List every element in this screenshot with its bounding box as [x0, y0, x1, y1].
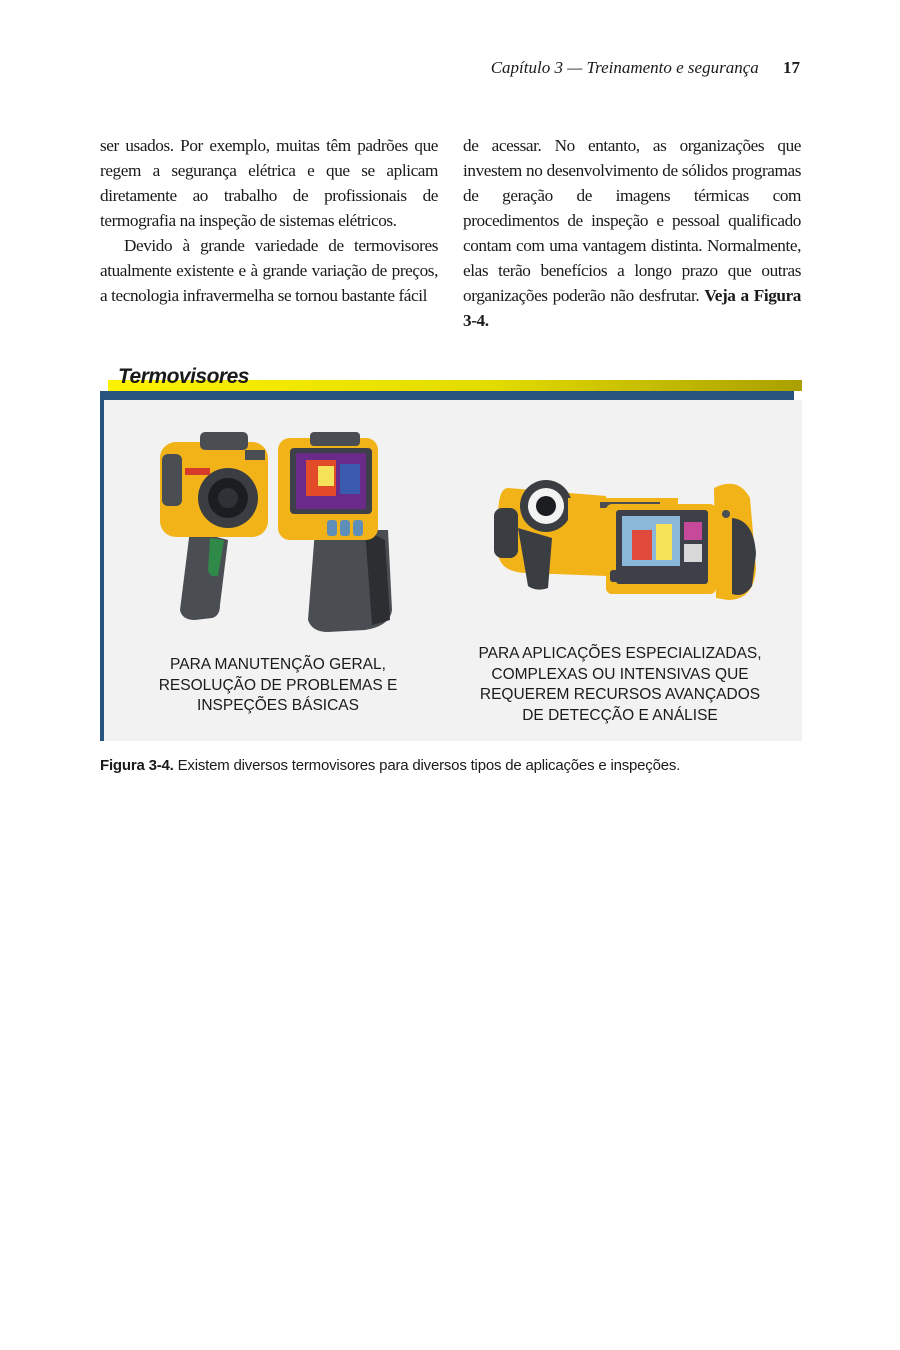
chapter-title: Capítulo 3 — Treinamento e segurança — [490, 58, 759, 77]
professional-thermal-camera-illustration — [488, 458, 768, 613]
figure-label-specialized-line-4: DE DETECÇÃO E ANÁLISE — [522, 706, 718, 724]
figure-caption — [100, 757, 680, 774]
figure-label-general — [128, 655, 428, 717]
body-column-right — [463, 133, 801, 333]
figure-reference: Veja a Figura 3-4. — [463, 286, 801, 330]
figure-title: Termovisores — [118, 365, 249, 388]
handheld-thermal-imager-illustration — [150, 420, 400, 640]
handheld-imager-screen — [278, 432, 392, 632]
figure-frame-top — [100, 391, 794, 400]
body-column-left — [100, 133, 438, 308]
paragraph-3 — [463, 133, 801, 333]
figure-label-specialized-line-2: COMPLEXAS OU INTENSIVAS QUE — [491, 665, 749, 683]
figure-caption-text: Existem diversos termovisores para diversos tipos de aplicações e inspeções. — [177, 757, 681, 774]
paragraph-3-text: de acessar. No entanto, as organizações que investem no desenvolvimento de sólidos programas de geração de imagens térmicas com procedimentos de inspeção e pessoal qualificado contam com uma vantagem distinta. Normalmente, elas terão benefícios a longo prazo que outras organizações poderão não desfrutar. — [463, 136, 801, 305]
handheld-imager-front — [160, 432, 268, 620]
figure-label-general-line-3: INSPEÇÕES BÁSICAS — [197, 697, 359, 714]
figure-label-specialized — [460, 644, 780, 726]
paragraph-1: ser usados. Por exemplo, muitas têm padrões que regem a segurança elétrica e que se aplicam diretamente ao trabalho de profissionais de termografia na inspeção de sistemas elétricos. — [100, 136, 438, 230]
paragraph-2: Devido à grande variedade de termovisores atualmente existente e à grande variação de preços, a tecnologia infravermelha se tornou bastante fácil — [100, 236, 438, 305]
figure-label-general-line-1: PARA MANUTENÇÃO GERAL, — [170, 656, 386, 673]
figure-caption-label: Figura 3-4. — [100, 757, 174, 774]
figure-label-general-line-2: RESOLUÇÃO DE PROBLEMAS E — [158, 676, 398, 694]
figure-label-specialized-line-3: REQUEREM RECURSOS AVANÇADOS — [479, 686, 761, 703]
running-head — [491, 58, 800, 78]
page-number: 17 — [783, 58, 800, 77]
figure-label-specialized-line-1: PARA APLICAÇÕES ESPECIALIZADAS, — [478, 645, 762, 662]
